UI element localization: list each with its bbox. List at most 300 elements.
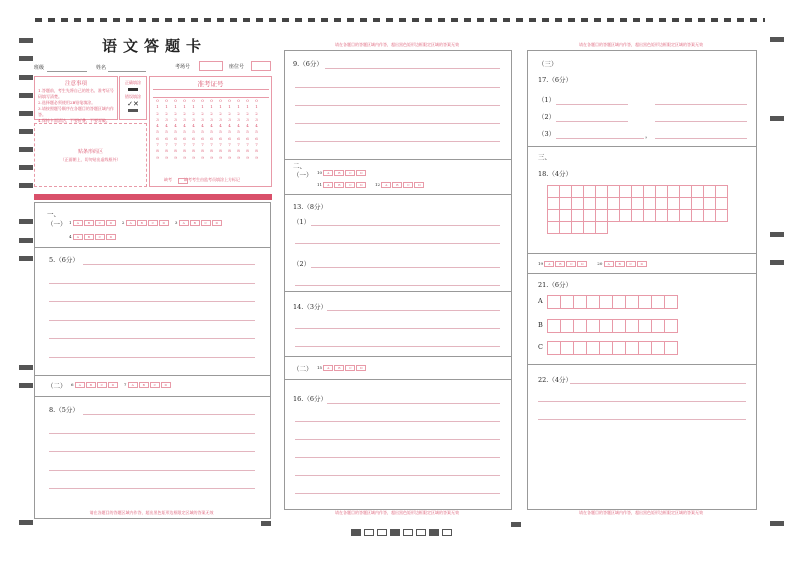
ticket-digit-bubble[interactable]: 7 [174,142,177,148]
ticket-digit-bubble[interactable]: 0 [219,98,222,103]
timing-mark [770,37,784,42]
grid-row [547,221,757,233]
mc-row-10[interactable] [317,170,367,176]
option-bubble[interactable]: B [84,234,94,240]
answer-line[interactable] [49,338,255,339]
answer-line[interactable] [327,310,500,311]
ticket-digit-bubble[interactable]: 7 [183,142,186,148]
ticket-digit-bubble[interactable]: 0 [237,98,240,103]
timing-mark [19,38,33,43]
ticket-digit-bubble[interactable]: 3 [156,116,159,122]
q-number: 20 [597,261,603,266]
ticket-digit-bubble[interactable]: 8 [237,148,240,154]
ticket-digit-bubble[interactable]: 5 [165,129,168,135]
ticket-digit-bubble[interactable]: 1 [192,104,195,110]
grid-cell[interactable] [560,341,574,355]
grid-cell[interactable] [547,295,561,309]
ticket-digit-bubble[interactable]: 3 [165,116,168,122]
answer-line[interactable] [295,493,500,494]
ticket-digit-bubble[interactable]: 7 [246,142,249,148]
ticket-digit-bubble[interactable]: 3 [246,116,249,122]
option-bubble[interactable]: C [148,220,158,226]
answer-line[interactable] [295,87,500,88]
ticket-digit-bubble[interactable]: 0 [201,98,204,103]
ticket-digit-bubble[interactable]: 5 [201,129,204,135]
ticket-digit-bubble[interactable]: 8 [210,148,213,154]
ticket-digit-bubble[interactable]: 4 [255,123,258,129]
ticket-digit-bubble[interactable]: 2 [237,110,240,116]
ticket-digit-bubble[interactable]: 5 [237,129,240,135]
option-bubble[interactable]: D [159,220,169,226]
ticket-digit-bubble[interactable]: 8 [255,148,258,154]
answer-line[interactable] [49,451,255,452]
ticket-digit-bubble[interactable]: 4 [156,123,159,129]
q-number: 2 [121,220,125,225]
ticket-digit-bubble[interactable]: 4 [210,123,213,129]
grid-cell[interactable] [547,319,561,333]
ticket-digit-bubble[interactable]: 5 [255,129,258,135]
ticket-digit-bubble[interactable]: 6 [219,135,222,141]
exam-room-field[interactable] [199,61,223,71]
ticket-digit-column[interactable] [198,98,207,161]
ticket-digit-bubble[interactable]: 6 [165,135,168,141]
option-bubble[interactable]: A [128,382,138,388]
ticket-digit-bubble[interactable]: 3 [210,116,213,122]
ticket-digit-bubble[interactable]: 9 [183,154,186,160]
answer-line[interactable] [556,138,644,139]
option-bubble[interactable]: B [139,382,149,388]
ticket-digit-bubble[interactable]: 8 [183,148,186,154]
option-bubble[interactable]: A [75,382,85,388]
ticket-digit-bubble[interactable]: 9 [174,154,177,160]
grid-cell[interactable] [573,295,587,309]
option-bubble[interactable]: C [95,220,105,226]
answer-area-col2 [284,50,512,510]
q-number: 6 [71,382,74,387]
divider [528,364,756,365]
ticket-digit-bubble[interactable]: 4 [246,123,249,129]
grid-row [547,197,757,209]
ticket-digit-bubble[interactable]: 9 [246,154,249,160]
option-bubble[interactable]: D [577,261,587,267]
ticket-digit-bubble[interactable]: 5 [192,129,195,135]
answer-line[interactable] [295,243,500,244]
ticket-digit-bubble[interactable]: 4 [192,123,195,129]
ticket-digit-bubble[interactable]: 9 [165,154,168,160]
ticket-digit-bubble[interactable]: 5 [210,129,213,135]
answer-line[interactable] [655,138,747,139]
class-field[interactable] [47,64,87,72]
ticket-digit-column[interactable] [225,98,234,161]
grid-cell[interactable] [625,319,639,333]
ticket-digit-bubble[interactable]: 5 [246,129,249,135]
ticket-digit-bubble[interactable]: 2 [228,110,231,116]
ticket-digit-bubble[interactable]: 9 [219,154,222,160]
option-bubble[interactable]: B [334,365,344,371]
q21-grid-c[interactable] [547,341,677,354]
option-bubble[interactable]: C [97,382,107,388]
option-bubble[interactable]: C [201,220,211,226]
ticket-digit-bubble[interactable]: 8 [201,148,204,154]
ticket-digit-bubble[interactable]: 3 [201,116,204,122]
ticket-digit-bubble[interactable]: 1 [174,104,177,110]
q21-grid-b[interactable] [547,319,677,332]
ticket-digit-bubble[interactable]: 3 [219,116,222,122]
absent-bubble[interactable] [178,178,188,184]
ticket-digit-bubble[interactable]: 6 [201,135,204,141]
option-bubble[interactable]: C [345,365,355,371]
ticket-digit-bubble[interactable]: 6 [237,135,240,141]
grid-cell[interactable] [547,341,561,355]
ticket-digit-bubble[interactable]: 0 [156,98,159,103]
answer-line[interactable] [295,123,500,124]
option-bubble[interactable]: D [637,261,647,267]
ticket-digit-bubble[interactable]: 1 [156,104,159,110]
ticket-digit-column[interactable] [234,98,243,161]
grid-cell[interactable] [651,319,665,333]
class-label: 班级 [34,65,45,71]
ticket-digit-bubble[interactable]: 7 [165,142,168,148]
option-bubble[interactable]: B [334,182,344,188]
ticket-digit-column[interactable] [252,98,261,161]
q21-grid-a[interactable] [547,295,677,308]
option-bubble[interactable]: A [323,182,333,188]
option-bubble[interactable]: B [615,261,625,267]
answer-line[interactable] [83,264,255,265]
grid-cell[interactable] [599,319,613,333]
name-field[interactable] [108,64,146,72]
answer-line[interactable] [538,401,746,402]
option-bubble[interactable]: C [626,261,636,267]
option-bubble[interactable]: A [73,234,83,240]
section-two-heading: 二、 [293,162,306,170]
option-bubble[interactable]: B [86,382,96,388]
ticket-digit-bubble[interactable]: 9 [255,154,258,160]
ticket-digit-column[interactable] [162,98,171,161]
mc-row-19-20[interactable] [538,261,648,267]
option-bubble[interactable]: A [179,220,189,226]
option-bubble[interactable]: D [356,170,366,176]
option-bubble[interactable]: B [392,182,402,188]
grid-cell[interactable] [625,341,639,355]
ticket-digit-bubble[interactable]: 6 [255,135,258,141]
answer-line[interactable] [311,267,500,268]
answer-line[interactable] [295,439,500,440]
answer-line[interactable] [49,283,255,284]
ticket-digit-bubble[interactable]: 0 [174,98,177,103]
option-bubble[interactable]: C [95,234,105,240]
grid-cell[interactable] [573,341,587,355]
q18-writing-grid[interactable] [547,185,757,233]
ticket-digit-bubble[interactable]: 2 [183,110,186,116]
ticket-digit-bubble[interactable]: 1 [246,104,249,110]
ticket-digit-bubble[interactable]: 7 [237,142,240,148]
ticket-digit-bubble[interactable]: 4 [228,123,231,129]
ticket-digit-bubble[interactable]: 6 [174,135,177,141]
seat-field[interactable] [251,61,271,71]
section-one-heading: 一、 [47,210,60,218]
grid-cell[interactable] [651,295,665,309]
ticket-digit-bubble[interactable]: 4 [201,123,204,129]
answer-line[interactable] [655,104,747,105]
option-bubble[interactable]: B [137,220,147,226]
ticket-digit-bubble[interactable]: 7 [192,142,195,148]
option-bubble[interactable]: A [544,261,554,267]
ticket-digit-grid[interactable] [153,98,261,163]
ticket-digit-bubble[interactable]: 4 [165,123,168,129]
divider [285,356,511,357]
ticket-digit-bubble[interactable]: 9 [228,154,231,160]
option-bubble[interactable]: D [161,382,171,388]
answer-line[interactable] [83,414,255,415]
ticket-digit-bubble[interactable]: 7 [219,142,222,148]
option-bubble[interactable]: C [150,382,160,388]
option-bubble[interactable]: B [334,170,344,176]
mc-row-3[interactable] [71,382,172,388]
option-bubble[interactable]: C [566,261,576,267]
answer-line[interactable] [325,68,500,69]
answer-line[interactable] [327,403,500,404]
grid-cell[interactable] [586,319,600,333]
answer-line[interactable] [49,433,255,434]
ticket-digit-bubble[interactable]: 8 [174,148,177,154]
ticket-digit-bubble[interactable]: 8 [192,148,195,154]
option-bubble[interactable]: A [604,261,614,267]
option-bubble[interactable]: D [414,182,424,188]
ticket-digit-bubble[interactable]: 1 [255,104,258,110]
mc-row-11[interactable] [317,182,425,188]
ticket-digit-bubble[interactable]: 8 [246,148,249,154]
ticket-digit-bubble[interactable]: 8 [165,148,168,154]
answer-line[interactable] [295,421,500,422]
ticket-digit-bubble[interactable]: 2 [219,110,222,116]
option-bubble[interactable]: C [345,170,355,176]
grid-cell[interactable] [638,295,652,309]
ticket-digit-bubble[interactable]: 5 [156,129,159,135]
q8-label: 8.（5分） [49,406,79,414]
answer-line[interactable] [49,488,255,489]
ticket-digit-bubble[interactable]: 8 [228,148,231,154]
grid-cell[interactable] [599,341,613,355]
ticket-digit-bubble[interactable]: 0 [246,98,249,103]
ticket-digit-bubble[interactable]: 1 [237,104,240,110]
answer-line[interactable] [556,104,628,105]
divider [285,379,511,380]
grid-cell[interactable] [638,319,652,333]
grid-cell[interactable] [612,295,626,309]
ticket-digit-bubble[interactable]: 2 [165,110,168,116]
grid-cell[interactable] [664,319,678,333]
grid-cell[interactable] [664,295,678,309]
mc-row-2[interactable] [69,234,117,240]
answer-line[interactable] [49,301,255,302]
ticket-digit-bubble[interactable]: 6 [228,135,231,141]
ticket-digit-bubble[interactable]: 6 [156,135,159,141]
answer-line[interactable] [655,121,747,122]
q-number: 1 [69,220,72,225]
q13-sub1: （1） [293,218,311,226]
ticket-digit-bubble[interactable]: 4 [219,123,222,129]
ticket-digit-bubble[interactable]: 0 [192,98,195,103]
ticket-digit-bubble[interactable]: 6 [210,135,213,141]
grid-cell[interactable] [586,295,600,309]
ticket-digit-column[interactable] [243,98,252,161]
ticket-digit-bubble[interactable]: 2 [255,110,258,116]
ticket-digit-bubble[interactable]: 9 [237,154,240,160]
answer-line[interactable] [295,328,500,329]
answer-line[interactable] [295,475,500,476]
grid-cell[interactable] [595,221,608,234]
option-bubble[interactable]: A [73,220,83,226]
absent-label: 缺考 [164,177,172,182]
ticket-digit-bubble[interactable]: 2 [156,110,159,116]
ticket-digit-bubble[interactable]: 0 [228,98,231,103]
grid-cell[interactable] [638,341,652,355]
ticket-digit-bubble[interactable]: 3 [228,116,231,122]
ticket-digit-bubble[interactable]: 1 [228,104,231,110]
option-bubble[interactable]: D [356,365,366,371]
answer-line[interactable] [556,121,628,122]
ticket-digit-bubble[interactable]: 2 [192,110,195,116]
ticket-digit-column[interactable] [171,98,180,161]
ticket-digit-bubble[interactable]: 7 [228,142,231,148]
ticket-digit-bubble[interactable]: 8 [219,148,222,154]
timing-mark [19,111,33,116]
answer-line[interactable] [295,457,500,458]
note-line: 1.答题前，考生先将自己的姓名、准考证号码填写清楚。 [38,88,114,99]
option-bubble[interactable]: C [345,182,355,188]
grid-cell[interactable] [651,341,665,355]
option-bubble[interactable]: C [403,182,413,188]
grid-cell[interactable] [625,295,639,309]
ticket-digit-bubble[interactable]: 1 [219,104,222,110]
answer-line[interactable] [49,470,255,471]
option-bubble[interactable]: B [190,220,200,226]
ticket-digit-bubble[interactable]: 1 [183,104,186,110]
ticket-digit-bubble[interactable]: 0 [165,98,168,103]
ticket-digit-bubble[interactable]: 2 [246,110,249,116]
answer-line[interactable] [295,141,500,142]
ticket-digit-bubble[interactable]: 7 [156,142,159,148]
option-bubble[interactable]: A [381,182,391,188]
grid-cell[interactable] [586,341,600,355]
mc-row-1[interactable] [69,220,223,226]
ticket-digit-bubble[interactable]: 5 [219,129,222,135]
grid-cell[interactable] [573,319,587,333]
answer-line[interactable] [570,383,746,384]
timing-mark [19,75,33,80]
grid-cell[interactable] [664,341,678,355]
ticket-digit-bubble[interactable]: 2 [210,110,213,116]
ticket-digit-bubble[interactable]: 9 [156,154,159,160]
answer-line[interactable] [295,105,500,106]
mc-row-15[interactable] [317,365,367,371]
correct-fill-icon [128,88,138,91]
ticket-digit-bubble[interactable]: 1 [165,104,168,110]
ticket-digit-bubble[interactable]: 0 [210,98,213,103]
grid-cell[interactable] [715,209,728,222]
ticket-digit-column[interactable] [207,98,216,161]
option-bubble[interactable]: A [126,220,136,226]
ticket-digit-bubble[interactable]: 7 [255,142,258,148]
option-bubble[interactable]: D [356,182,366,188]
answer-line[interactable] [538,419,746,420]
ticket-digit-bubble[interactable]: 9 [192,154,195,160]
ticket-digit-bubble[interactable]: 3 [183,116,186,122]
ticket-digit-column[interactable] [189,98,198,161]
ticket-digit-bubble[interactable]: 3 [174,116,177,122]
ticket-digit-bubble[interactable]: 4 [174,123,177,129]
option-bubble[interactable]: B [84,220,94,226]
option-bubble[interactable]: D [212,220,222,226]
ticket-digit-bubble[interactable]: 7 [201,142,204,148]
ticket-digit-bubble[interactable]: 2 [174,110,177,116]
ticket-digit-bubble[interactable]: 6 [246,135,249,141]
ticket-digit-bubble[interactable]: 4 [183,123,186,129]
ticket-number-box [149,76,272,187]
answer-line[interactable] [295,346,500,347]
ticket-digit-column[interactable] [153,98,162,161]
ticket-digit-bubble[interactable]: 2 [201,110,204,116]
answer-line[interactable] [311,225,500,226]
notes-title: 注意事项 [64,81,87,87]
q-number: 7 [123,382,127,387]
ticket-digit-bubble[interactable]: 1 [201,104,204,110]
ticket-digit-bubble[interactable]: 5 [228,129,231,135]
ticket-digit-bubble[interactable]: 9 [201,154,204,160]
ticket-digit-bubble[interactable]: 4 [237,123,240,129]
ticket-digit-bubble[interactable]: 3 [255,116,258,122]
ticket-digit-bubble[interactable]: 7 [210,142,213,148]
ticket-digit-bubble[interactable]: 3 [237,116,240,122]
option-bubble[interactable]: D [106,220,116,226]
divider [285,291,511,292]
answer-line[interactable] [49,357,255,358]
ticket-digit-bubble[interactable]: 6 [192,135,195,141]
option-bubble[interactable]: D [108,382,118,388]
wrong-fill-icon: ✓✕ [127,100,139,108]
grid-cell[interactable] [599,295,613,309]
grid-cell[interactable] [560,319,574,333]
ticket-digit-column[interactable] [216,98,225,161]
ticket-digit-column[interactable] [180,98,189,161]
ticket-digit-bubble[interactable]: 0 [255,98,258,103]
option-bubble[interactable]: A [323,365,333,371]
grid-cell[interactable] [560,295,574,309]
grid-cell[interactable] [612,319,626,333]
ticket-digit-bubble[interactable]: 0 [183,98,186,103]
ticket-digit-bubble[interactable]: 1 [210,104,213,110]
notice-header: 请在各题目的答题区域内作答，超出黑色矩形边框限定区域的答案无效 [579,42,703,47]
option-bubble[interactable]: A [323,170,333,176]
answer-line[interactable] [295,285,500,286]
answer-line[interactable] [49,320,255,321]
timing-mark [19,365,33,370]
grid-cell[interactable] [612,341,626,355]
q18-label: 18.（4分） [538,170,572,178]
ticket-digit-bubble[interactable]: 3 [192,116,195,122]
top-timing-strip [35,18,765,22]
ticket-input-row[interactable] [153,89,269,98]
option-bubble[interactable]: D [106,234,116,240]
ticket-digit-bubble[interactable]: 6 [183,135,186,141]
ticket-digit-bubble[interactable]: 9 [210,154,213,160]
ticket-digit-bubble[interactable]: 5 [183,129,186,135]
option-bubble[interactable]: B [555,261,565,267]
absent-note: 缺考考生由监考员填涂上方标记 [184,177,240,182]
ticket-digit-bubble[interactable]: 5 [174,129,177,135]
ticket-digit-bubble[interactable]: 8 [156,148,159,154]
